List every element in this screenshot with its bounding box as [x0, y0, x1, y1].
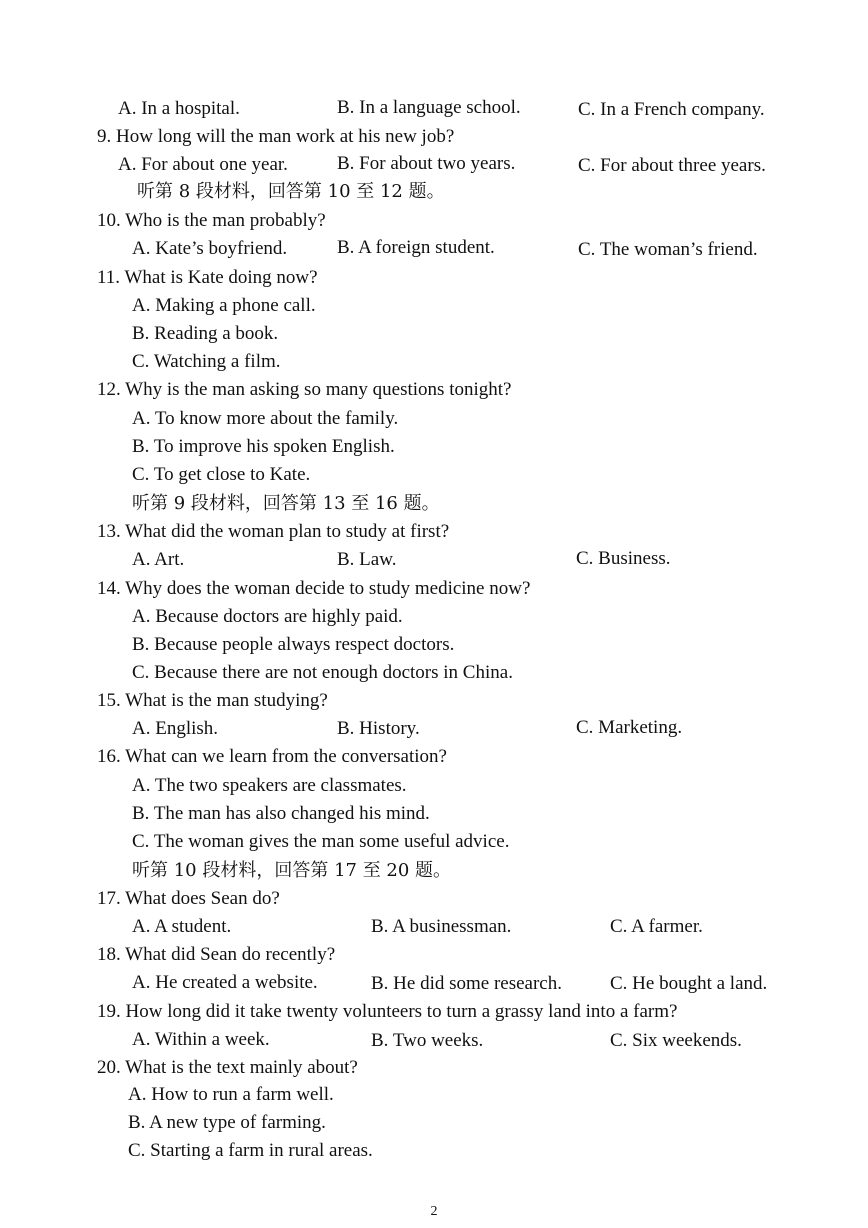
q15-option-a: A. English. [132, 718, 219, 739]
q20-option-a: A. How to run a farm well. [128, 1084, 334, 1105]
q9-stem [97, 125, 454, 149]
q15-option-c: C. Marketing. [576, 717, 683, 738]
q10-text: Who is the man probably? [125, 210, 326, 231]
q13-stem [97, 520, 449, 544]
q20-text: What is the text mainly about? [125, 1057, 358, 1078]
q11-number: 11. [97, 267, 121, 288]
q8-option-c: C. In a French company. [578, 99, 765, 120]
q9-option-b: B. For about two years. [337, 153, 516, 174]
q9-number: 9. [97, 126, 112, 147]
q20-option-c: C. Starting a farm in rural areas. [128, 1140, 373, 1161]
q9-option-a: A. For about one year. [118, 154, 288, 175]
section-9-instruction: 听第 9 段材料，回答第 13 至 16 题。 [132, 493, 440, 514]
q8-option-a: A. In a hospital. [118, 98, 240, 119]
q15-number: 15. [97, 690, 121, 711]
q19-option-a: A. Within a week. [132, 1029, 270, 1050]
section-8-instruction: 听第 8 段材料，回答第 10 至 12 题。 [137, 181, 445, 202]
q18-option-b: B. He did some research. [371, 973, 562, 994]
q12-option-b: B. To improve his spoken English. [132, 436, 395, 457]
q10-option-c: C. The woman’s friend. [578, 239, 758, 260]
q15-stem [97, 689, 328, 713]
page-number: 2 [430, 1204, 438, 1219]
q17-option-c: C. A farmer. [610, 916, 703, 937]
q18-option-a: A. He created a website. [132, 972, 318, 993]
q17-number: 17. [97, 888, 121, 909]
q8-option-b: B. In a language school. [337, 97, 521, 118]
q13-text: What did the woman plan to study at first? [125, 521, 450, 542]
q16-text: What can we learn from the conversation? [125, 746, 447, 767]
q19-option-b: B. Two weeks. [371, 1030, 484, 1051]
q17-text: What does Sean do? [125, 888, 280, 909]
q16-option-b: B. The man has also changed his mind. [132, 803, 430, 824]
q13-option-b: B. Law. [337, 549, 397, 570]
q14-option-a: A. Because doctors are highly paid. [132, 606, 403, 627]
q19-stem [97, 1000, 677, 1024]
q18-option-c: C. He bought a land. [610, 973, 768, 994]
q17-stem [97, 887, 280, 911]
q11-option-c: C. Watching a film. [132, 351, 281, 372]
q11-text: What is Kate doing now? [124, 267, 318, 288]
q15-text: What is the man studying? [125, 690, 328, 711]
q20-number: 20. [97, 1057, 121, 1078]
q11-option-b: B. Reading a book. [132, 323, 279, 344]
q14-option-c: C. Because there are not enough doctors in China. [132, 662, 513, 683]
q9-text: How long will the man work at his new job? [116, 126, 455, 147]
section-10-instruction: 听第 10 段材料，回答第 17 至 20 题。 [132, 860, 452, 881]
q19-number: 19. [97, 1001, 121, 1022]
q10-option-a: A. Kate’s boyfriend. [132, 238, 288, 259]
q10-stem [97, 209, 326, 233]
q14-stem [97, 577, 530, 601]
q19-option-c: C. Six weekends. [610, 1030, 742, 1051]
q11-stem [97, 266, 318, 290]
q16-stem [97, 745, 447, 769]
q11-option-a: A. Making a phone call. [132, 295, 316, 316]
q12-text: Why is the man asking so many questions tonight? [125, 379, 512, 400]
q10-option-b: B. A foreign student. [337, 237, 495, 258]
q12-option-a: A. To know more about the family. [132, 408, 399, 429]
q9-option-c: C. For about three years. [578, 155, 766, 176]
q14-text: Why does the woman decide to study medicine now? [125, 578, 531, 599]
q16-option-a: A. The two speakers are classmates. [132, 775, 407, 796]
q17-option-a: A. A student. [132, 916, 232, 937]
q20-stem [97, 1056, 358, 1080]
q10-number: 10. [97, 210, 121, 231]
q18-stem [97, 943, 335, 967]
q13-number: 13. [97, 521, 121, 542]
q20-option-b: B. A new type of farming. [128, 1112, 326, 1133]
q12-option-c: C. To get close to Kate. [132, 464, 311, 485]
q15-option-b: B. History. [337, 718, 420, 739]
q19-text: How long did it take twenty volunteers to turn a grassy land into a farm? [125, 1001, 678, 1022]
q13-option-a: A. Art. [132, 549, 185, 570]
q12-stem [97, 378, 511, 402]
q18-text: What did Sean do recently? [125, 944, 336, 965]
q16-option-c: C. The woman gives the man some useful advice. [132, 831, 510, 852]
q14-option-b: B. Because people always respect doctors. [132, 634, 455, 655]
q12-number: 12. [97, 379, 121, 400]
q16-number: 16. [97, 746, 121, 767]
q17-option-b: B. A businessman. [371, 916, 512, 937]
q14-number: 14. [97, 578, 121, 599]
q13-option-c: C. Business. [576, 548, 671, 569]
q18-number: 18. [97, 944, 121, 965]
